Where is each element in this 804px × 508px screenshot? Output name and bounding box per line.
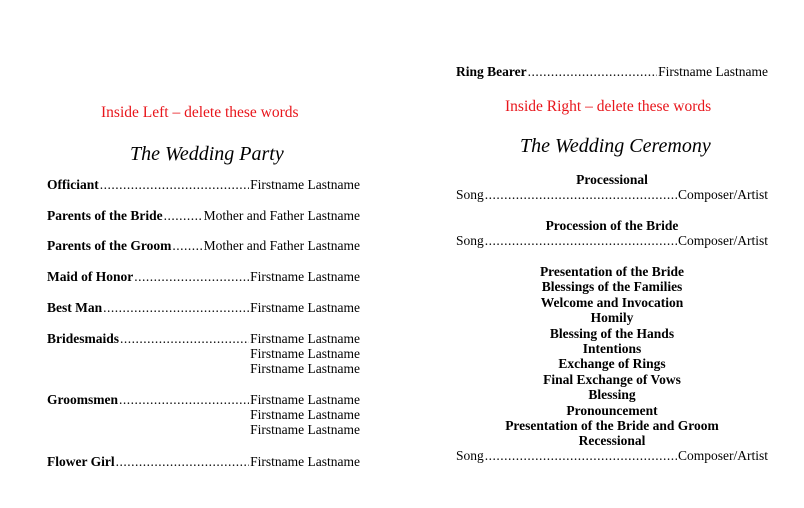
dot-leader	[120, 331, 249, 347]
party-row-officiant	[47, 177, 360, 193]
party-role: Groomsmen	[47, 392, 118, 407]
song-artist: Composer/Artist	[678, 448, 768, 463]
groomsman-name: Firstname Lastname	[250, 422, 360, 437]
groomsman-name: Firstname Lastname	[250, 407, 360, 422]
program-item: Blessing of the Hands	[549, 325, 675, 341]
party-row-flower-girl	[47, 454, 360, 470]
party-role: Officiant	[47, 177, 99, 192]
party-row-best-man	[47, 300, 360, 316]
wedding-ceremony-title: The Wedding Ceremony	[520, 135, 711, 157]
party-role: Parents of the Groom	[47, 238, 172, 253]
program-item: Presentation of the Bride and Groom	[505, 418, 719, 434]
dot-leader	[134, 269, 249, 285]
party-row-groomsmen	[47, 392, 360, 408]
party-role: Flower Girl	[47, 454, 115, 469]
procession-bride-heading: Procession of the Bride	[545, 218, 679, 233]
song-artist: Composer/Artist	[678, 233, 768, 248]
dot-leader	[116, 454, 250, 470]
party-name: Firstname Lastname	[250, 454, 360, 469]
party-name: Firstname Lastname	[250, 392, 360, 407]
party-role: Bridesmaids	[47, 331, 120, 346]
bridesmaid-name: Firstname Lastname	[250, 361, 360, 376]
party-name: Firstname Lastname	[250, 269, 360, 284]
party-role: Best Man	[47, 300, 103, 315]
party-name: Firstname Lastname	[250, 331, 360, 346]
party-row-maid-of-honor	[47, 269, 360, 285]
dot-leader	[103, 300, 249, 316]
dot-leader	[164, 208, 203, 224]
party-name: Firstname Lastname	[250, 300, 360, 315]
program-item: Final Exchange of Vows	[543, 371, 681, 387]
party-name: Mother and Father Lastname	[203, 208, 360, 223]
party-name: Firstname Lastname	[658, 64, 768, 79]
bridesmaid-name: Firstname Lastname	[250, 346, 360, 361]
inside-left-note: Inside Left – delete these words	[101, 104, 299, 121]
party-role: Parents of the Bride	[47, 208, 163, 223]
song-label: Song	[456, 233, 484, 248]
program-item: Blessing	[588, 387, 636, 403]
program-item: Pronouncement	[566, 402, 658, 418]
wedding-party-title: The Wedding Party	[130, 143, 284, 165]
party-role: Maid of Honor	[47, 269, 134, 284]
program-item: Welcome and Invocation	[540, 294, 684, 310]
party-row-bridesmaids	[47, 331, 360, 347]
program-item: Recessional	[578, 433, 646, 449]
dot-leader	[485, 448, 677, 464]
party-row-parents-groom	[47, 238, 360, 254]
processional-song-row	[456, 187, 768, 203]
ceremony-program-list	[456, 264, 768, 449]
song-label: Song	[456, 448, 484, 463]
dot-leader	[172, 238, 202, 254]
party-name: Mother and Father Lastname	[203, 238, 360, 253]
program-item: Blessings of the Families	[541, 279, 683, 295]
inside-right-note: Inside Right – delete these words	[505, 98, 712, 115]
program-item: Intentions	[582, 341, 642, 357]
song-label: Song	[456, 187, 484, 202]
program-item: Exchange of Rings	[558, 356, 666, 372]
dot-leader	[485, 187, 677, 203]
party-row-ring-bearer	[456, 64, 768, 80]
party-row-parents-bride	[47, 208, 360, 224]
song-artist: Composer/Artist	[678, 187, 768, 202]
recessional-song-row	[456, 448, 768, 464]
processional-heading: Processional	[576, 172, 648, 187]
dot-leader	[528, 64, 658, 80]
program-item: Presentation of the Bride	[539, 264, 685, 279]
dot-leader	[119, 392, 249, 408]
program-item: Homily	[590, 310, 634, 326]
procession-bride-song-row	[456, 233, 768, 249]
party-role: Ring Bearer	[456, 64, 527, 79]
party-name: Firstname Lastname	[250, 177, 360, 192]
dot-leader	[100, 177, 249, 193]
dot-leader	[485, 233, 677, 249]
inside-right-page	[402, 0, 804, 508]
